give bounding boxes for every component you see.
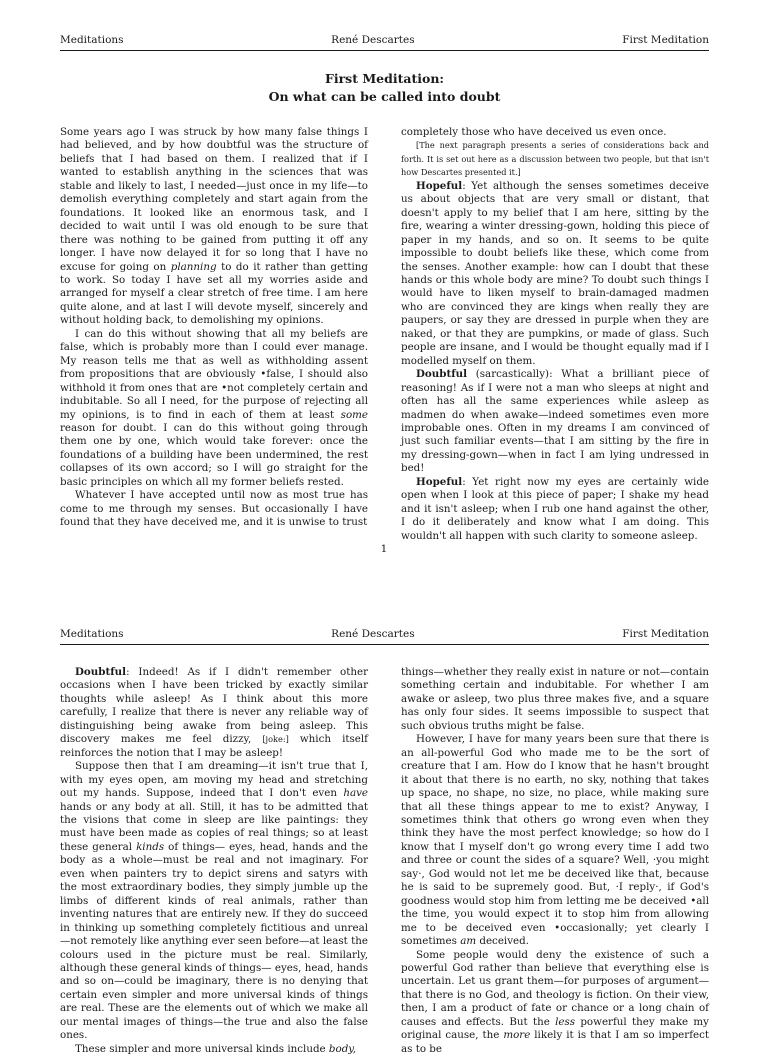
paragraph: completely those who have deceived us even once. — [401, 126, 667, 138]
paragraph: Hopeful: Yet although the senses sometimes deceive us about objects that are very small or distant, that doesn't apply to my belief that I am here, sitting by the fire, wearing a winter dressing-gown, holding this piece of paper in my hands, and so on. It seems to be quite impossible to doubt beliefs like these, which come from the senses. Another example: how can I doubt that these hands or this whole body are mine? To doubt such things I would have to liken myself to brain-damaged madmen who are convinced they are kings when really they are paupers, or say they are dressed in purple when they are naked, or that they are pumpkins, or made of glass. Such people are insane, and I would be thought equally mad if I modelled myself on them. — [401, 179, 709, 367]
header-left: Meditations — [60, 34, 124, 46]
paragraph: However, I have for many years been sure that there is an all-powerful God who made me to be the sort of creature that I am. How do I know that he hasn't brought it about that there is no earth, no sky, nothing that takes up space, no shape, no size, no place, while making sure that all these things appear to me to exist? Anyway, I sometimes think that others go wrong even when they think they have the most perfect knowledge; so how do I know that I myself don't go wrong every time I add two and three or count the sides of a square? Well, ·you might say·, God would not let me be deceived like that, because he is said to be supremely good. But, ·I reply·, if God's goodness would stop him from letting me be deceived •all the time, you would expect it to stop him from allowing me to be deceived even •occasionally; yet clearly I sometimes am deceived. — [401, 733, 709, 948]
paragraph: Doubtful: Indeed! As if I didn't remember other occasions when I have been tricked by exactly similar thoughts while asleep! As I think about this more carefully, I realize that there is never any reliable way of distinguishing being awake from being asleep. This discovery makes me feel dizzy, [joke:] which itself reinforces the notion that I may be asleep! — [60, 666, 368, 759]
page-2 — [0, 594, 768, 1055]
paragraph: Some people would deny the existence of such a powerful God rather than believe that everything else is uncertain. Let us grant them—for purposes of argument—that there is no God, and theology is fiction. On their view, then, I am a product of fate or chance or a long chain of causes and effects. But the less powerful they make my original cause, the more likely it is that I am so imperfect as to be — [401, 948, 710, 1055]
header-left: Meditations — [60, 628, 124, 640]
paragraph: Whatever I have accepted until now as most true has come to me through my senses. But occasionally I have found that they have deceived me, and it is unwise to trust — [60, 489, 368, 529]
running-header — [60, 33, 709, 51]
title-line-1: First Meditation: — [324, 71, 445, 86]
page1-left-column — [60, 126, 368, 530]
editorial-note: [The next paragraph presents a series of considerations back and forth. It is set out here as a discussion between two people, but that isn't how Descartes presented it.] — [401, 140, 709, 178]
paragraph: Doubtful (sarcastically): What a brilliant piece of reasoning! As if I were not a man who sleeps at night and often has all the same experiences while asleep as madmen do when awake—indeed sometimes even more improbable ones. Often in my dreams I am convinced of just such familiar events—that I am sitting by the fire in my dressing-gown—when in fact I am lying undressed in bed! — [401, 368, 709, 475]
header-right: First Meditation — [622, 628, 709, 640]
page-number: 1 — [380, 543, 388, 555]
running-header — [60, 627, 709, 645]
speaker-label: Doubtful — [416, 368, 468, 381]
paragraph: things—whether they really exist in nature or not—contain something certain and indubitable. For whether I am awake or asleep, two plus three makes five, and a square has only four sides. It seems impossible to suspect that such obvious truths might be false. — [401, 666, 709, 732]
page1-right-column — [401, 126, 709, 543]
speaker-label: Hopeful — [416, 179, 463, 192]
header-right: First Meditation — [622, 34, 709, 46]
header-center: René Descartes — [331, 34, 415, 46]
header-center: René Descartes — [331, 628, 415, 640]
paragraph: These simpler and more universal kinds include body, — [75, 1042, 357, 1055]
page2-left-column — [60, 666, 368, 1056]
title-line-2: On what can be called into doubt — [268, 89, 501, 104]
paragraph: Suppose then that I am dreaming—it isn't true that I, with my eyes open, am moving my head and stretching out my hands. Suppose, indeed that I don't even have hands or any body at all. Still, it has to be admitted that the visions that come in sleep are like paintings: they must have been made as copies of real things; so at least these general kinds of things— eyes, head, hands and the body as a whole—must be real and not imaginary. For even when painters try to depict sirens and satyrs with the most extraordinary bodies, they simply jumble up the limbs of different kinds of real animals, rather than inventing natures that are entirely new. If they do succeed in thinking up something completely fictitious and unreal—not remotely like anything ever seen before—at least the colours used in the picture must be real. Similarly, although these general kinds of things— eyes, head, hands and so on—could be imaginary, there is no denying that certain even simpler and more universal kinds of things are real. These are the elements out of which we make all our mental images of things—the true and also the false ones. — [60, 760, 368, 1042]
paragraph: I can do this without showing that all my beliefs are false, which is probably more than I could ever manage. My reason tells me that as well as withholding assent from propositions that are obviously •false, I should also withhold it from ones that are •not completely certain and indubitable. So all I need, for the purpose of rejecting all my opinions, is to find in each of them at least some reason for doubt. I can do this without going through them one by one, which would take forever: once the foundations of a building have been undermined, the rest collapses of its own accord; so I will go straight for the basic principles on which all my former beliefs rested. — [60, 327, 368, 488]
page2-right-column — [401, 666, 709, 1056]
speaker-label: Doubtful — [75, 666, 127, 678]
page-gap — [0, 582, 768, 594]
speaker-label: Hopeful — [416, 475, 463, 488]
paragraph: Hopeful: Yet right now my eyes are certainly wide open when I look at this piece of paper; I shake my head and it isn't asleep; when I rub one hand against the other, I do it deliberately and know what I am doing. This wouldn't all happen with such clarity to someone asleep. — [401, 475, 709, 542]
paragraph: Some years ago I was struck by how many false things I had believed, and by how doubtful was the structure of beliefs that I had based on them. I realized that if I wanted to establish anything in the sciences that was stable and likely to last, I needed—just once in my life—to demolish everything completely and start again from the foundations. It looked like an enormous task, and I decided to wait until I was old enough to be sure that there was nothing to be gained from putting it off any longer. I have now delayed it for so long that I have no excuse for going on planning to do it rather than getting to work. So today I have set all my worries aside and arranged for myself a clear stretch of free time. I am here quite alone, and at last I will devote myself, sincerely and without holding back, to demolishing my opinions. — [60, 126, 369, 327]
meditation-title — [60, 70, 709, 106]
